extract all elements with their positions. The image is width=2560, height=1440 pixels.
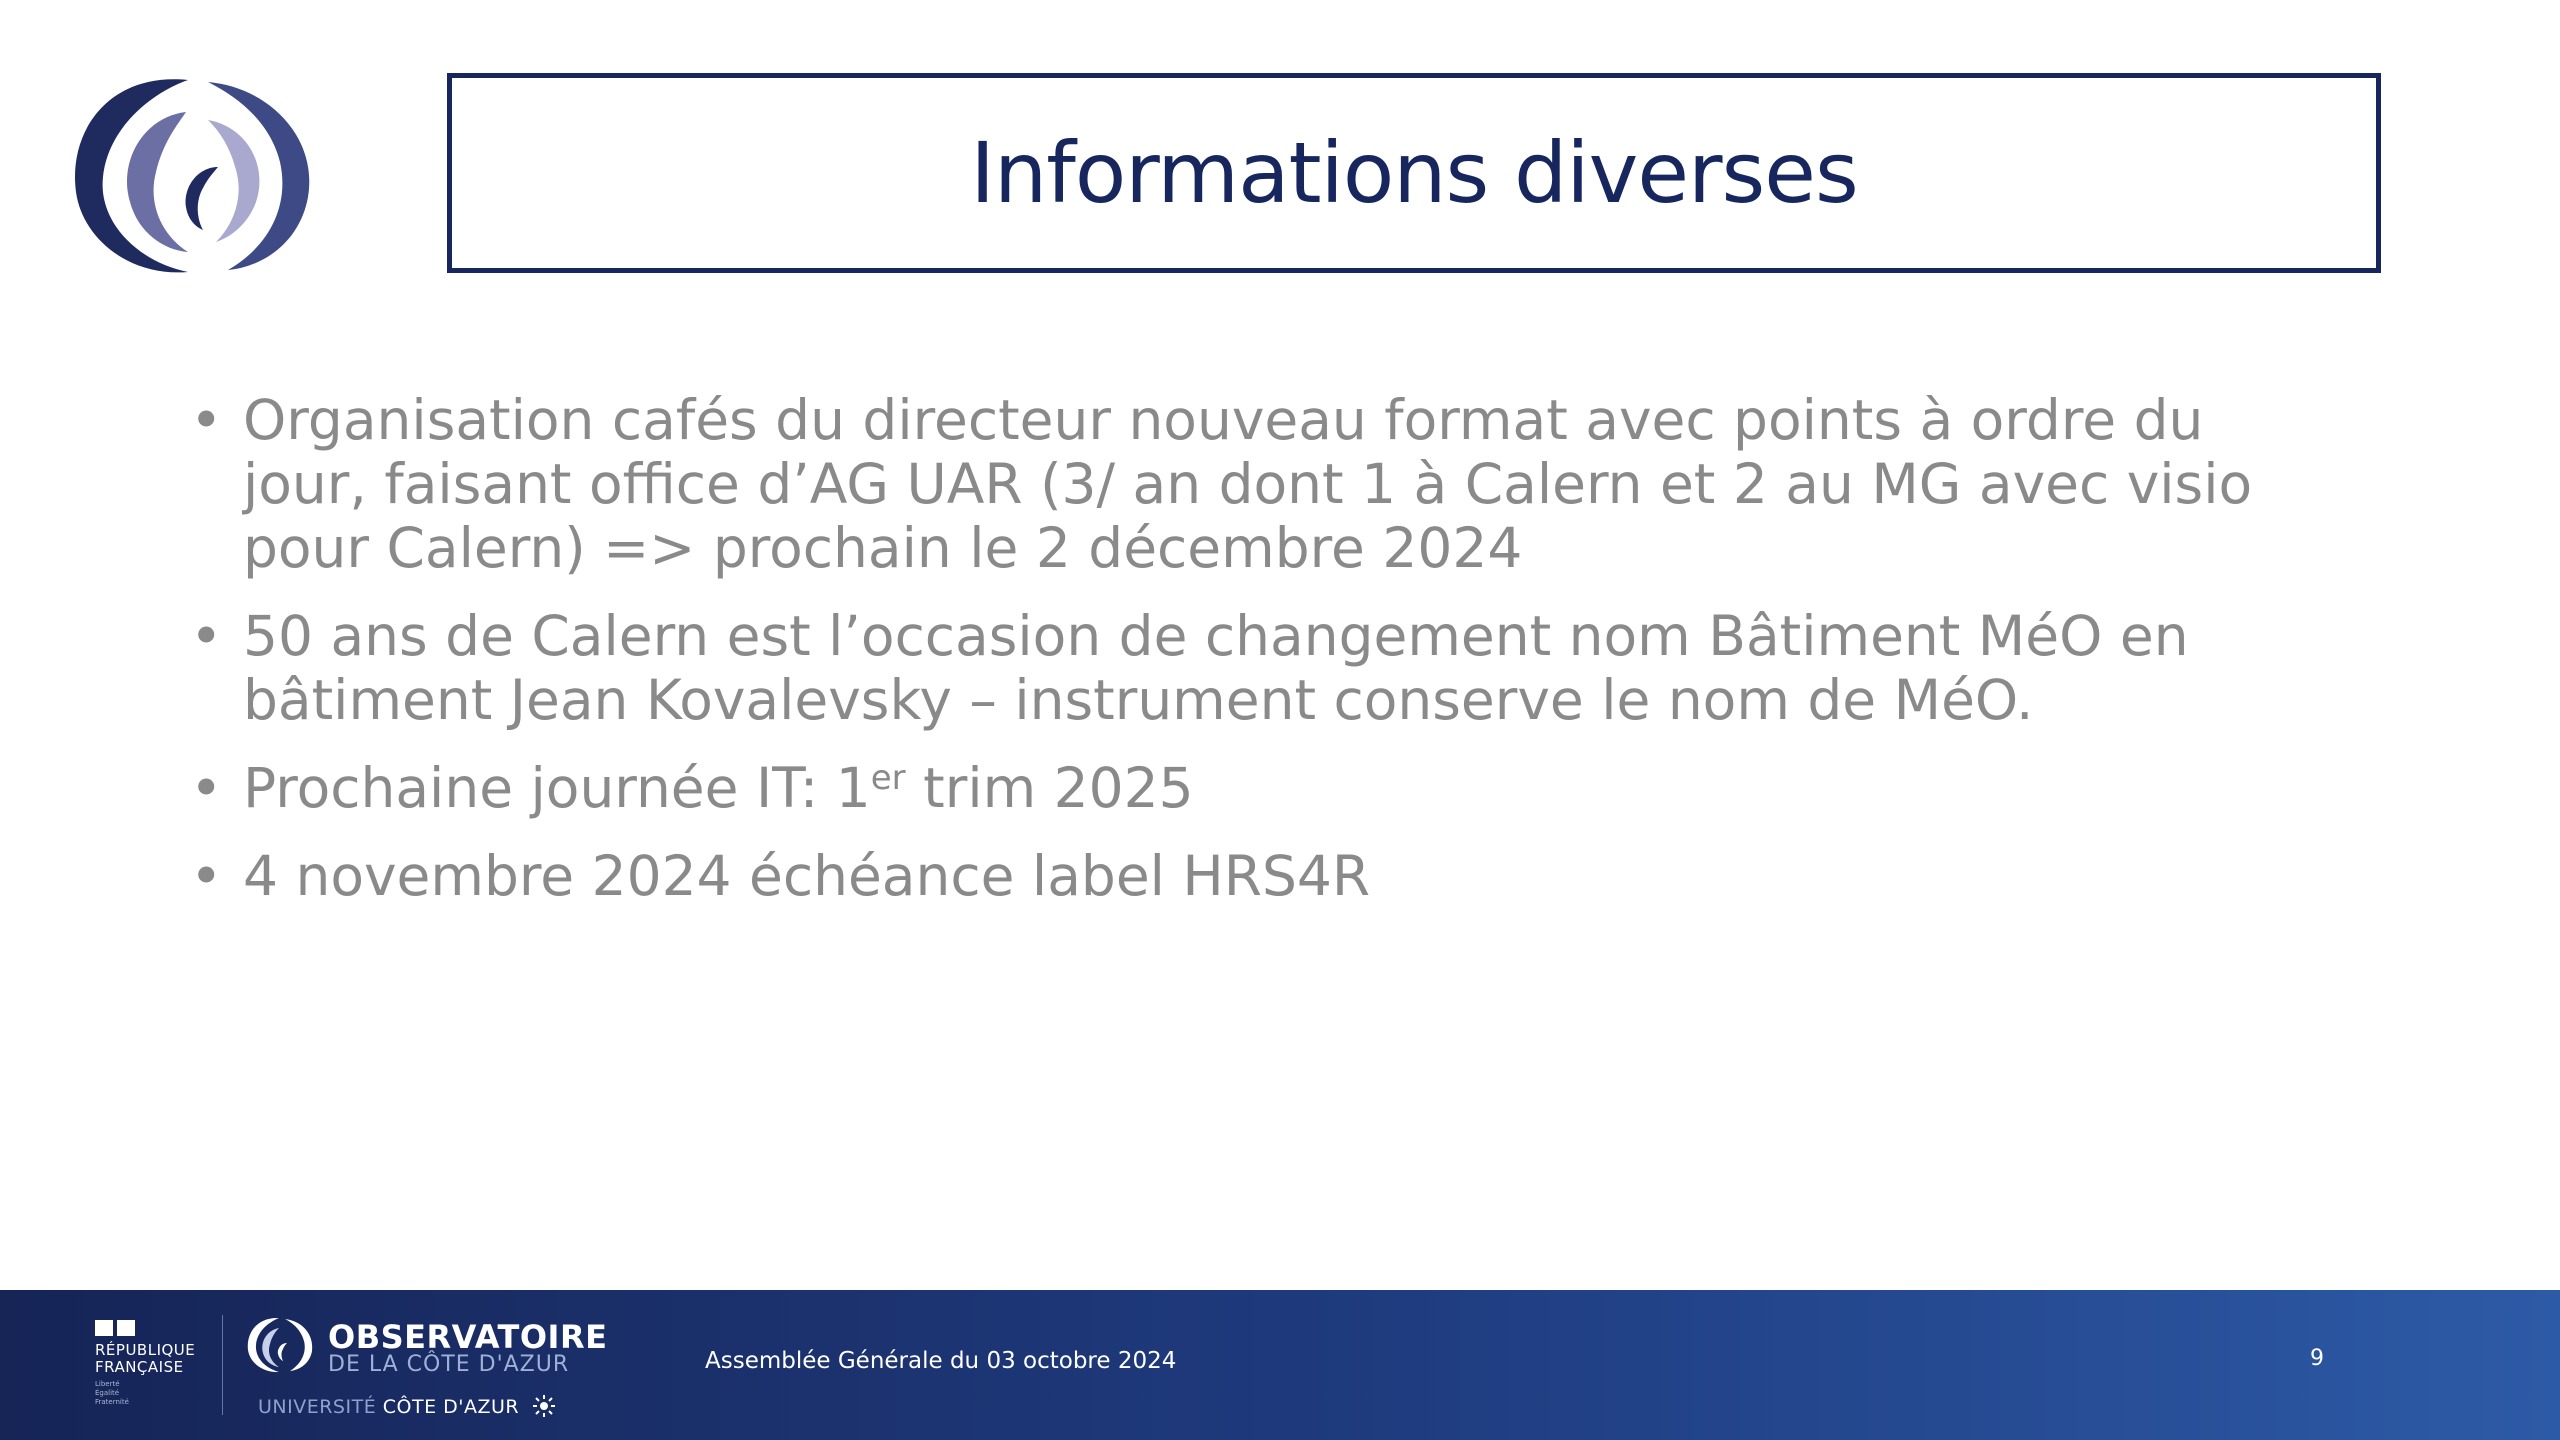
oca-swirl-logo-icon xyxy=(68,72,318,282)
oca-subtitle: DE LA CÔTE D'AZUR xyxy=(328,1352,570,1377)
bullet-text-before: Prochaine journée IT: 1 xyxy=(243,756,871,820)
bullet-line: 50 ans de Calern est l’occasion de changement nom Bâtiment MéO en xyxy=(243,604,2189,668)
footer-bar xyxy=(0,1290,2560,1440)
bullet-line: 4 novembre 2024 échéance label HRS4R xyxy=(243,844,1371,908)
bullet-dot: • xyxy=(190,604,223,668)
bullet-dot: • xyxy=(190,388,223,452)
bullet-dot: • xyxy=(190,844,223,908)
oca-title: OBSERVATOIRE xyxy=(328,1318,608,1356)
uca-bold-text: CÔTE D'AZUR xyxy=(382,1396,520,1418)
bullet-line: pour Calern) => prochain le 2 décembre 2024 xyxy=(243,516,1523,580)
bullet-list xyxy=(190,388,2420,932)
rf-motto-line: Liberté xyxy=(95,1380,120,1388)
page-number: 9 xyxy=(2310,1346,2324,1371)
title-box xyxy=(447,73,2381,273)
marianne-flag-icon xyxy=(95,1320,135,1338)
uca-logo xyxy=(258,1394,556,1418)
bullet-dot: • xyxy=(190,756,223,820)
bullet-item xyxy=(190,844,2420,908)
slide-title: Informations diverses xyxy=(970,124,1858,222)
rf-text-line: FRANÇAISE xyxy=(95,1358,184,1376)
bullet-item xyxy=(190,604,2420,732)
oca-swirl-logo-icon xyxy=(245,1315,315,1375)
bullet-superscript: er xyxy=(870,758,906,798)
republique-francaise-logo xyxy=(95,1320,195,1407)
rf-text-line: RÉPUBLIQUE xyxy=(95,1341,196,1359)
bullet-item xyxy=(190,388,2420,580)
bullet-text-after: trim 2025 xyxy=(905,756,1194,820)
event-title: Assemblée Générale du 03 octobre 2024 xyxy=(705,1348,1177,1374)
bullet-line: jour, faisant office d’AG UAR (3/ an dont 1 à Calern et 2 au MG avec visio xyxy=(243,452,2253,516)
rf-motto-line: Fraternité xyxy=(95,1398,129,1406)
bullet-item xyxy=(190,756,2420,820)
sun-icon xyxy=(532,1394,556,1418)
bullet-line: bâtiment Jean Kovalevsky – instrument conserve le nom de MéO. xyxy=(243,668,2034,732)
rf-motto-line: Égalité xyxy=(95,1389,120,1397)
bullet-line: Organisation cafés du directeur nouveau format avec points à ordre du xyxy=(243,388,2204,452)
footer-divider xyxy=(222,1315,223,1415)
uca-light-text: UNIVERSITÉ xyxy=(258,1396,377,1418)
